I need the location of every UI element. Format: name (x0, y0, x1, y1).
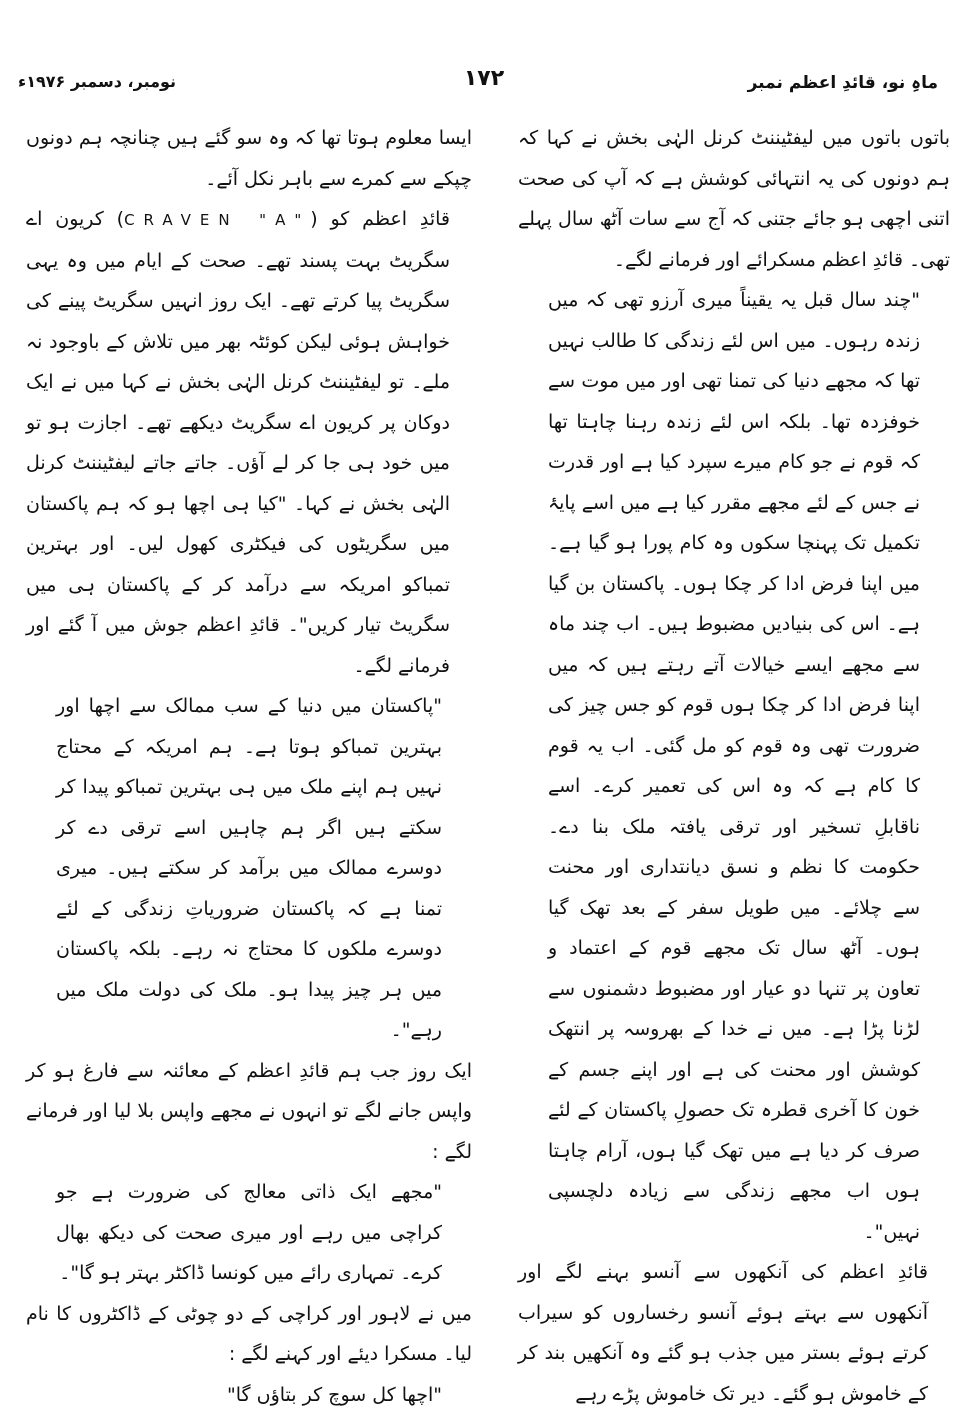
paragraph: ایک روز جب ہم قائدِ اعظم کے معائنہ سے فارغ ہو کر واپس جانے لگے تو انہوں نے مجھے واپس بلا لیا اور فرمانے لگے : (26, 1051, 472, 1173)
right-column (518, 118, 950, 1414)
brand-name: CRAVEN "A" (124, 211, 310, 229)
quote-block: "مجھے ایک ذاتی معالج کی ضرورت ہے جو کراچی میں رہے اور میری صحت کی دیکھ بھال کرے۔ تمہاری رائے میں کونسا ڈاکٹر بہتر ہو گا"۔ (26, 1172, 472, 1294)
quote-block: "پاکستان میں دنیا کے سب ممالک سے اچھا اور بہترین تمباکو ہوتا ہے۔ ہم امریکہ کے محتاج نہیں ہم اپنے ملک میں ہی بہترین تمباکو پیدا کر سکتے ہیں اگر ہم چاہیں اسے ترقی دے کر دوسرے ممالک میں برآمد کر سکتے ہیں۔ میری تمنا ہے کہ پاکستان ضروریاتِ زندگی کے لئے دوسرے ملکوں کا محتاج نہ رہے۔ بلکہ پاکستان میں ہر چیز پیدا ہو۔ ملک کی دولت ملک میں رہے"۔ (26, 686, 472, 1051)
left-column (26, 118, 472, 1415)
paragraph: باتوں باتوں میں لیفٹیننٹ کرنل الہٰی بخش نے کہا کہ ہم دونوں کی یہ انتہائی کوشش ہے کہ آپ کی صحت اتنی اچھی ہو جائے جتنی کہ آج سے سات آٹھ سال پہلے تھی۔ قائدِ اعظم مسکرائے اور فرمانے لگے۔ (518, 118, 950, 280)
magazine-title: ماہِ نو، قائدِ اعظم نمبر (748, 72, 938, 93)
page-number: ۱۷۲ (10, 66, 958, 91)
page-header (10, 62, 958, 102)
paragraph-part: ) کریون اے سگریٹ بہت پسند تھے۔ صحت کے ایام میں وہ یہی سگریٹ پیا کرتے تھے۔ ایک روز انہیں سگریٹ پینے کی خواہش ہوئی لیکن کوئٹہ بھر میں تلاش کے باوجود نہ ملے۔ تو لیفٹیننٹ کرنل الہٰی بخش نے کہا میں نے ایک دوکان پر کریون اے سگریٹ دیکھے تھے۔ اجازت ہو تو میں خود ہی جا کر لے آؤں۔ جاتے جاتے لیفٹیننٹ کرنل الہٰی بخش نے کہا۔ "کیا ہی اچھا ہو کہ ہم پاکستان میں سگریٹوں کی فیکٹری کھول لیں۔ اور بہترین تمباکو امریکہ سے درآمد کر کے پاکستان ہی میں سگریٹ تیار کریں"۔ قائدِ اعظم جوش میں آ گئے اور فرمانے لگے۔ (26, 208, 450, 677)
paragraph: ایسا معلوم ہوتا تھا کہ وہ سو گئے ہیں چنانچہ ہم دونوں چپکے سے کمرے سے باہر نکل آئے۔ (26, 118, 472, 199)
paragraph-craven (26, 199, 472, 686)
quote-block: "اچھا کل سوچ کر بتاؤں گا" (26, 1375, 472, 1415)
quote-block: "چند سال قبل یہ یقیناً میری آرزو تھی کہ میں زندہ رہوں۔ میں اس لئے زندگی کا طالب نہیں تھا کہ مجھے دنیا کی تمنا تھی اور میں موت سے خوفزدہ تھا۔ بلکہ اس لئے زندہ رہنا چاہتا تھا کہ قوم نے جو کام میرے سپرد کیا ہے اور قدرت نے جس کے لئے مجھے مقرر کیا ہے میں اسے پایۂ تکمیل تک پہنچا سکوں وہ کام پورا ہو گیا ہے۔ میں اپنا فرض ادا کر چکا ہوں۔ پاکستان بن گیا ہے۔ اس کی بنیادیں مضبوط ہیں۔ اب چند ماہ سے مجھے ایسے خیالات آتے رہتے ہیں کہ میں اپنا فرض ادا کر چکا ہوں قوم کو جس چیز کی ضرورت تھی وہ قوم کو مل گئی۔ اب یہ قوم کا کام ہے کہ وہ اس کی تعمیر کرے۔ اسے ناقابلِ تسخیر اور ترقی یافتہ ملک بنا دے۔ حکومت کا نظم و نسق دیانتداری اور محنت سے چلائے۔ میں طویل سفر کے بعد تھک گیا ہوں۔ آٹھ سال تک مجھے قوم کے اعتماد و تعاون پر تنہا دو عیار اور مضبوط دشمنوں سے لڑنا پڑا ہے۔ میں نے خدا کے بھروسہ پر انتھک کوشش اور محنت کی ہے اور اپنے جسم کے خون کا آخری قطرہ تک حصولِ پاکستان کے لئے صرف کر دیا ہے میں تھک گیا ہوں، آرام چاہتا ہوں اب مجھے زندگی سے زیادہ دلچسپی نہیں"۔ (518, 280, 950, 1252)
paragraph: میں نے لاہور اور کراچی کے دو چوٹی کے ڈاکٹروں کا نام لیا۔ مسکرا دیئے اور کہنے لگے : (26, 1294, 472, 1375)
paragraph-part: قائدِ اعظم کو ( (310, 208, 450, 230)
paragraph: قائدِ اعظم کی آنکھوں سے آنسو بہنے لگے اور آنکھوں سے بہتے ہوئے آنسو رخساروں کو سیراب کرتے ہوئے بستر میں جذب ہو گئے وہ آنکھیں بند کر کے خاموش ہو گئے۔ دیر تک خاموش پڑے رہے (518, 1252, 950, 1414)
issue-date: نومبر، دسمبر ۱۹۷۶ء (18, 72, 176, 91)
